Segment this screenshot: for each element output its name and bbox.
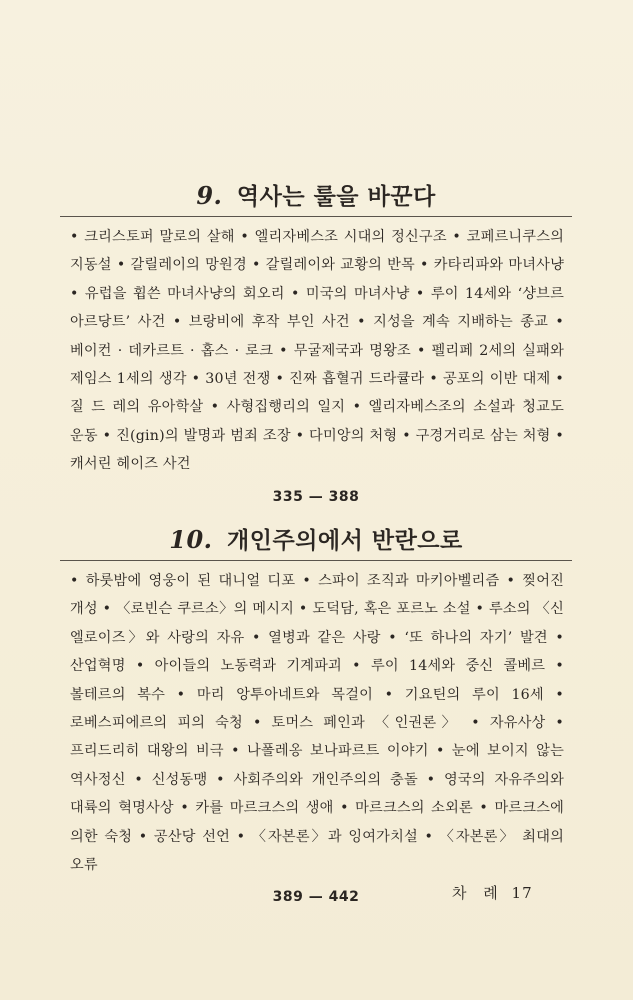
chapter-10-section xyxy=(56,522,576,905)
chapter-9-title: 역사는 룰을 바꾼다 xyxy=(236,184,436,210)
chapter-9-number: 9. xyxy=(196,181,223,210)
chapter-10-title: 개인주의에서 반란으로 xyxy=(227,528,463,554)
page-footer xyxy=(452,882,533,903)
chapter-10-page-range: 389 — 442 xyxy=(272,889,360,906)
chapter-9-heading xyxy=(56,178,576,214)
chapter-9-section xyxy=(56,178,576,505)
chapter-9-divider xyxy=(60,216,572,217)
footer-section-label: 차 례 xyxy=(452,884,504,902)
chapter-10-divider xyxy=(60,560,572,561)
chapter-10-number: 10. xyxy=(169,525,213,554)
chapter-9-page-range: 335 — 388 xyxy=(272,488,360,505)
chapter-9-contents: • 크리스토퍼 말로의 살해 • 엘리자베스조 시대의 정신구조 • 코페르니쿠스의 지동설 • 갈릴레이의 망원경 • 갈릴레이와 교황의 반목 • 카타리파와 마녀사냥 • 유럽을 휩쓴 마녀사냥의 회오리 • 미국의 마녀사냥 • 루이 14세와 ‘샹브르 아르당트’ 사건 • 브랑비에 후작 부인 사건 • 지성을 계속 지배하는 종교 • 베이컨 · 데카르트 · 홉스 · 로크 • 무굴제국과 명왕조 • 펠리페 2세의 실패와 제임스 1세의 생각 • 30년 전쟁 • 진짜 흡혈귀 드라큘라 • 공포의 이반 대제 • 질 드 레의 유아학살 • 사형집행리의 일지 • 엘리자베스조의 소설과 청교도 운동 • 진(gin)의 발명과 범죄 조장 • 다미앙의 처형 • 구경거리로 삼는 처형 • 캐서린 헤이즈 사건 xyxy=(70,229,564,473)
chapter-10-contents: • 하룻밤에 영웅이 된 대니얼 디포 • 스파이 조직과 마키아벨리즘 • 찢어진 개성 • 〈로빈슨 쿠르소〉의 메시지 • 도덕담, 혹은 포르노 소설 • 루소의 〈신 엘로이즈〉와 사랑의 자유 • 열병과 같은 사랑 • ‘또 하나의 자기’ 발견 • 산업혁명 • 아이들의 노동력과 기계파괴 • 루이 14세와 중신 콜베르 • 볼테르의 복수 • 마리 앙투아네트와 목걸이 • 기요틴의 루이 16세 • 로베스피에르의 피의 숙청 • 토머스 페인과 〈인권론〉 • 자유사상 • 프리드리히 대왕의 비극 • 나폴레옹 보나파르트 이야기 • 눈에 보이지 않는 역사정신 • 신성동맹 • 사회주의와 개인주의의 충돌 • 영국의 자유주의와 대륙의 혁명사상 • 카를 마르크스의 생애 • 마르크스의 소외론 • 마르크스에 의한 숙청 • 공산당 선언 • 〈자본론〉과 잉여가치설 • 〈자본론〉 최대의 오류 xyxy=(70,573,564,874)
footer-page-number: 17 xyxy=(511,884,533,902)
chapter-10-heading xyxy=(56,522,576,558)
